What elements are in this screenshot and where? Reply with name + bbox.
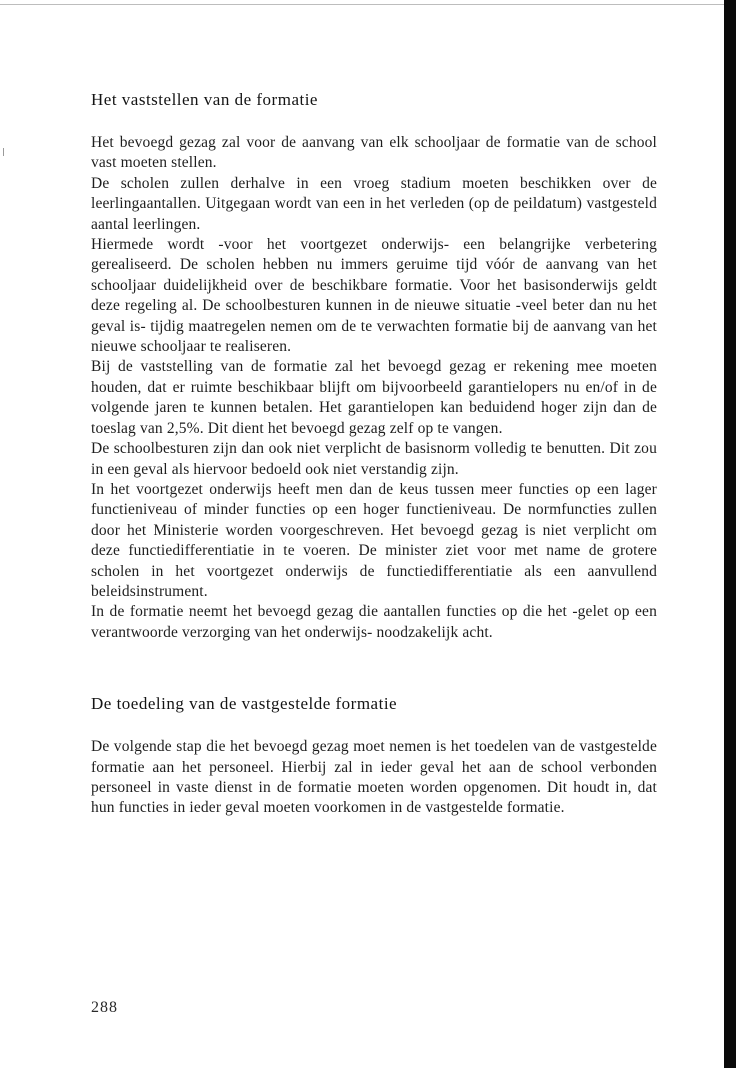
paragraph: Hiermede wordt -voor het voortgezet onderwijs- een belangrijke verbetering gerealiseerd. De scholen hebben nu immers geruime tijd vóór de aanvang van het schooljaar duidelijkheid over de beschikbare formatie. Voor het basisonderwijs geldt deze regeling al. De schoolbesturen kunnen in de nieuwe situatie -veel beter dan nu het geval is- tijdig maatregelen nemen om de te verwachten formatie bij de aanvang van het nieuwe schooljaar te realiseren. [91,236,657,356]
paragraph: In de formatie neemt het bevoegd gezag die aantallen functies op die het -gelet op een verantwoorde verzorging van het onderwijs- noodzakelijk acht. [91,603,657,641]
page-number: 288 [91,999,118,1016]
scan-margin-mark [3,148,4,156]
paragraph: De scholen zullen derhalve in een vroeg stadium moeten beschikken over de leerlingaantallen. Uitgegaan wordt van een in het verleden (op de peildatum) vastgesteld aantal leerlingen. [91,174,657,233]
paragraph: Bij de vaststelling van de formatie zal het bevoegd gezag er rekening mee moeten houden, dat er ruimte beschikbaar blijft om bijvoorbeeld garantielopers nu en/of in de volgende jaren te kunnen betalen. Het garantielopen kan beduidend hoger zijn dan de toeslag van 2,5%. Dit dient het bevoegd gezag zelf op te vangen. [91,358,657,437]
paragraph: In het voortgezet onderwijs heeft men dan de keus tussen meer functies op een lager functieniveau of minder functies op een hoger functieniveau. De normfuncties zullen door het Ministerie worden voorgeschreven. Het bevoegd gezag is niet verplicht om deze functiedifferentiatie in te voeren. De minister ziet voor met name de grotere scholen in het voortgezet onderwijs de functiedifferentiatie als een aanvullend beleidsinstrument. [91,480,657,600]
page-content [91,87,657,819]
paragraph: De schoolbesturen zijn dan ook niet verplicht de basisnorm volledig te benutten. Dit zou in een geval als hiervoor bedoeld ook niet verstandig zijn. [91,440,657,478]
paragraph: De volgende stap die het bevoegd gezag moet nemen is het toedelen van de vastgestelde formatie aan het personeel. Hierbij zal in ieder geval het aan de school verbonden personeel in vaste dienst in de formatie moeten worden opgenomen. Dit houdt in, dat hun functies in ieder geval moeten voorkomen in de vastgestelde formatie. [91,738,657,817]
scan-top-edge [0,4,726,5]
section-heading-formatie-toedeling: De toedeling van de vastgestelde formatie [91,694,398,714]
section-heading-formatie-vaststellen: Het vaststellen van de formatie [91,90,318,109]
paragraph: Het bevoegd gezag zal voor de aanvang van elk schooljaar de formatie van de school vast moeten stellen. [91,134,657,172]
scan-binding-edge [724,0,736,1068]
